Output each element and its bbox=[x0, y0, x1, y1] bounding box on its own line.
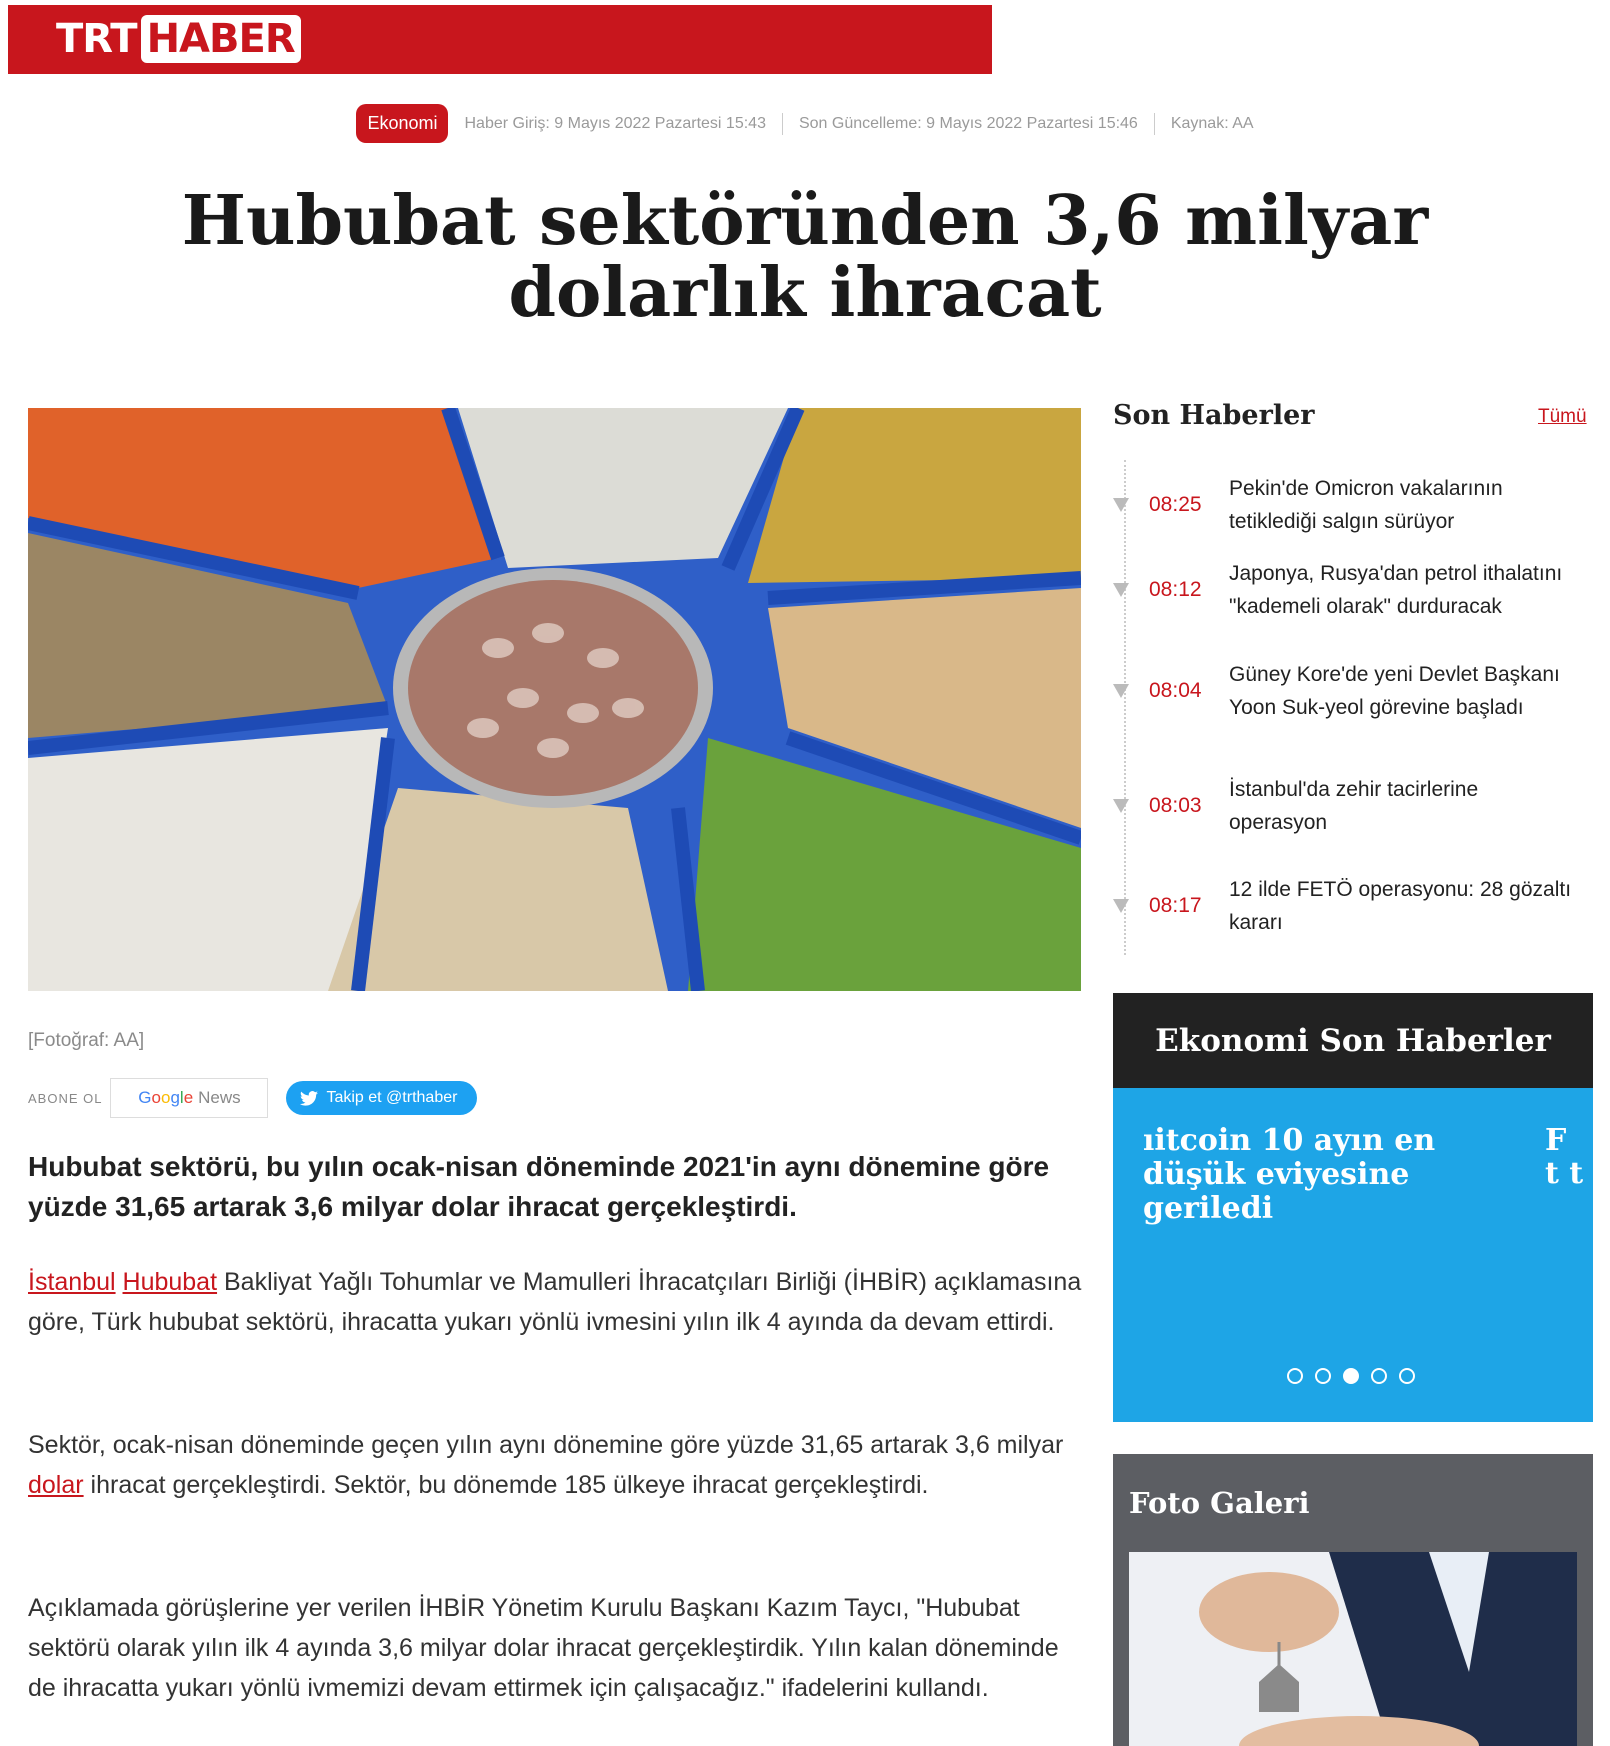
article-lead: Hububat sektörü, bu yılın ocak-nisan döneminde 2021'in aynı dönemine göre yüzde 31,65 artarak 3,6 milyar dolar ihracat gerçekleştirdi. bbox=[28, 1151, 1050, 1222]
news-time: 08:25 bbox=[1149, 493, 1202, 516]
son-haber-item[interactable] bbox=[1113, 472, 1593, 538]
article-paragraph-3: Açıklamada görüşlerine yer verilen İHBİR Yönetim Kurulu Başkanı Kazım Taycı, "Hububat sektörü olarak yılın ilk 4 ayında 3,6 milyar dolar ihracat gerçekleştirdik. Yılın kalan döneminde de ihracatta yukarı yönlü ivmemizi devam ettirmek için çalışacağız." ifadelerini kullandı. bbox=[28, 1594, 1059, 1702]
google-letter: e bbox=[183, 1088, 194, 1107]
meta-divider bbox=[1154, 113, 1155, 135]
news-headline: Pekin'de Omicron vakalarının tetiklediği salgın sürüyor bbox=[1229, 477, 1503, 533]
news-time: 08:04 bbox=[1149, 679, 1202, 702]
article-paragraph-2 bbox=[28, 1425, 1083, 1505]
slider-dots bbox=[1287, 1368, 1427, 1384]
arrow-down-icon bbox=[1113, 799, 1129, 813]
paragraph-text: Bakliyat Yağlı Tohumlar ve Mamulleri İhracatçıları Birliği (İHBİR) açıklamasına göre, Türk hububat sektörü, ihracatta yukarı yönlü ivmesini yılın ilk 4 ayında da devam ettirdi. bbox=[28, 1268, 1082, 1336]
site-header bbox=[8, 5, 992, 74]
google-letter: G bbox=[138, 1088, 152, 1107]
news-headline: Japonya, Rusya'dan petrol ithalatını "kademeli olarak" durduracak bbox=[1229, 562, 1563, 618]
article-hero-image bbox=[28, 408, 1081, 991]
google-letter: o bbox=[151, 1088, 161, 1107]
google-news-word: News bbox=[198, 1088, 241, 1107]
paragraph-text: ihracat gerçekleştirdi. Sektör, bu dönemde 185 ülkeye ihracat gerçekleştirdi. bbox=[83, 1471, 929, 1499]
photo-caption: [Fotoğraf: AA] bbox=[28, 1030, 145, 1051]
son-haberler-title: Son Haberler bbox=[1113, 400, 1315, 431]
meta-divider bbox=[782, 113, 783, 135]
next-slide-peek: F t t bbox=[1545, 1123, 1584, 1191]
google-letter: g bbox=[170, 1088, 180, 1107]
tag-link-istanbul[interactable]: İstanbul bbox=[28, 1268, 116, 1296]
slider-dot[interactable] bbox=[1371, 1368, 1387, 1384]
news-time: 08:03 bbox=[1149, 794, 1202, 817]
grains-illustration bbox=[28, 408, 1081, 991]
news-time: 08:12 bbox=[1149, 578, 1202, 601]
arrow-down-icon bbox=[1113, 498, 1129, 512]
twitter-bird-icon bbox=[300, 1091, 318, 1106]
ekonomi-son-haberler-title: Ekonomi Son Haberler bbox=[1113, 993, 1593, 1088]
updated-date: Son Güncelleme: 9 Mayıs 2022 Pazartesi 15:46 bbox=[798, 114, 1138, 132]
source-label: Kaynak: AA bbox=[1170, 114, 1254, 132]
arrow-down-icon bbox=[1113, 899, 1129, 913]
slider-dot-active[interactable] bbox=[1343, 1368, 1359, 1384]
article-paragraph-1 bbox=[28, 1262, 1083, 1342]
slide-headline[interactable]: ıitcoin 10 ayın en düşük eviyesine geriledi bbox=[1143, 1123, 1436, 1226]
subscribe-row bbox=[28, 1078, 477, 1118]
son-haber-item[interactable] bbox=[1113, 557, 1593, 623]
son-haber-item[interactable] bbox=[1113, 658, 1593, 724]
logo-trt: TRT bbox=[56, 16, 137, 62]
news-headline: 12 ilde FETÖ operasyonu: 28 gözaltı kararı bbox=[1229, 878, 1572, 934]
article-title: Hububat sektöründen 3,6 milyar dolarlık ihracat bbox=[181, 181, 1429, 333]
slider-dot[interactable] bbox=[1399, 1368, 1415, 1384]
article-meta bbox=[0, 104, 1610, 143]
tag-link-hububat[interactable]: Hububat bbox=[122, 1268, 218, 1296]
tag-link-dolar[interactable]: dolar bbox=[28, 1471, 84, 1499]
son-haberler-all-link[interactable]: Tümü bbox=[1538, 406, 1587, 427]
arrow-down-icon bbox=[1113, 684, 1129, 698]
logo-haber: HABER bbox=[141, 15, 301, 63]
arrow-down-icon bbox=[1113, 583, 1129, 597]
twitter-follow-label: Takip et @trthaber bbox=[326, 1089, 458, 1106]
google-news-button[interactable] bbox=[110, 1078, 268, 1118]
published-date: Haber Giriş: 9 Mayıs 2022 Pazartesi 15:43 bbox=[464, 114, 766, 132]
paragraph-text: Sektör, ocak-nisan döneminde geçen yılın aynı dönemine göre yüzde 31,65 artarak 3,6 milyar bbox=[28, 1431, 1064, 1459]
news-time: 08:17 bbox=[1149, 894, 1202, 917]
foto-galeri-title: Foto Galeri bbox=[1129, 1486, 1310, 1520]
foto-galeri-image[interactable] bbox=[1129, 1552, 1577, 1746]
trt-haber-logo[interactable] bbox=[56, 14, 301, 64]
foto-galeri-box bbox=[1113, 1454, 1593, 1746]
subscribe-label: ABONE OL bbox=[28, 1090, 103, 1106]
son-haber-item[interactable] bbox=[1113, 873, 1593, 939]
twitter-follow-button[interactable] bbox=[286, 1081, 477, 1115]
news-headline: Güney Kore'de yeni Devlet Başkanı Yoon Suk-yeol görevine başladı bbox=[1229, 663, 1560, 719]
google-letter: o bbox=[160, 1088, 171, 1107]
ekonomi-news-slider[interactable] bbox=[1113, 1088, 1593, 1422]
slider-dot[interactable] bbox=[1287, 1368, 1303, 1384]
category-badge[interactable]: Ekonomi bbox=[356, 104, 448, 143]
news-headline: İstanbul'da zehir tacirlerine operasyon bbox=[1229, 778, 1479, 834]
son-haber-item[interactable] bbox=[1113, 773, 1593, 839]
house-key-photo bbox=[1129, 1552, 1577, 1746]
google-letter: l bbox=[179, 1088, 184, 1107]
slider-dot[interactable] bbox=[1315, 1368, 1331, 1384]
